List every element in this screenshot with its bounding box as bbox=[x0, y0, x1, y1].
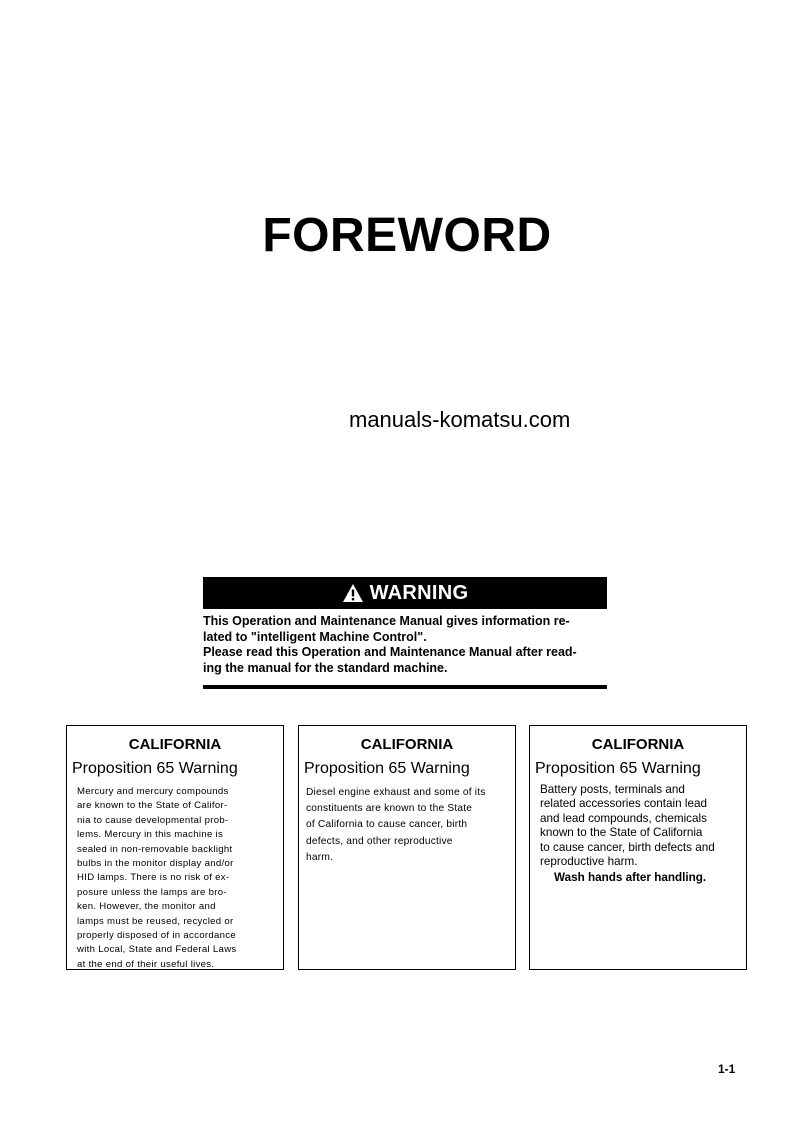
website-text: manuals-komatsu.com bbox=[349, 407, 571, 432]
page-number: 1-1 bbox=[718, 1062, 736, 1076]
text-line: properly disposed of in accordance bbox=[77, 930, 236, 942]
california-text bbox=[77, 785, 275, 972]
text-line: Mercury and mercury compounds bbox=[77, 786, 229, 797]
text-line: at the end of their useful lives. bbox=[77, 958, 215, 970]
warning-header bbox=[203, 577, 607, 609]
warning-line: This Operation and Maintenance Manual gives information re- bbox=[203, 614, 570, 628]
proposition-65-heading: Proposition 65 Warning bbox=[72, 760, 238, 777]
text-line: to cause cancer, birth defects and bbox=[540, 840, 715, 854]
text-line: reproductive harm. bbox=[540, 855, 638, 869]
text-line: defects, and other reproductive bbox=[306, 835, 453, 847]
proposition-65-heading: Proposition 65 Warning bbox=[304, 760, 470, 777]
warning-line: ing the manual for the standard machine. bbox=[203, 660, 448, 675]
text-line: lems. Mercury in this machine is bbox=[77, 829, 224, 841]
warning-line: Please read this Operation and Maintenance Manual after read- bbox=[203, 645, 577, 659]
warning-triangle-icon bbox=[342, 583, 364, 603]
text-line: Battery posts, terminals and bbox=[540, 783, 685, 796]
text-line: and lead compounds, chemicals bbox=[540, 811, 707, 825]
text-line: harm. bbox=[306, 851, 334, 863]
california-heading: CALIFORNIA bbox=[360, 736, 454, 753]
california-heading: CALIFORNIA bbox=[128, 736, 222, 753]
wash-hands-notice: Wash hands after handling. bbox=[554, 871, 707, 885]
text-line: with Local, State and Federal Laws bbox=[77, 944, 237, 956]
california-box-diesel bbox=[298, 725, 516, 970]
text-line: are known to the State of Califor- bbox=[77, 800, 228, 812]
text-line: ken. However, the monitor and bbox=[77, 901, 216, 913]
text-line: related accessories contain lead bbox=[540, 797, 707, 811]
text-line: lamps must be reused, recycled or bbox=[77, 915, 234, 927]
page-title: FOREWORD bbox=[262, 209, 552, 262]
text-line: Diesel engine exhaust and some of its bbox=[306, 787, 486, 798]
warning-box bbox=[203, 577, 607, 689]
warning-text bbox=[203, 614, 607, 689]
text-line: constituents are known to the State bbox=[306, 803, 473, 815]
text-line: sealed in non-removable backlight bbox=[77, 843, 233, 855]
text-line: nia to cause developmental prob- bbox=[77, 814, 229, 826]
warning-line: lated to "intelligent Machine Control". bbox=[203, 629, 427, 644]
california-heading: CALIFORNIA bbox=[591, 736, 685, 753]
text-line: known to the State of California bbox=[540, 826, 703, 840]
text-line: posure unless the lamps are bro- bbox=[77, 886, 227, 898]
text-line: of California to cause cancer, birth bbox=[306, 819, 468, 831]
california-box-battery bbox=[529, 725, 747, 970]
california-text bbox=[306, 785, 507, 866]
text-line: HID lamps. There is no risk of ex- bbox=[77, 872, 230, 884]
california-text bbox=[540, 783, 738, 886]
proposition-65-heading: Proposition 65 Warning bbox=[535, 760, 701, 777]
warning-title: WARNING bbox=[369, 581, 469, 604]
california-box-mercury bbox=[66, 725, 284, 970]
text-line: bulbs in the monitor display and/or bbox=[77, 858, 234, 870]
